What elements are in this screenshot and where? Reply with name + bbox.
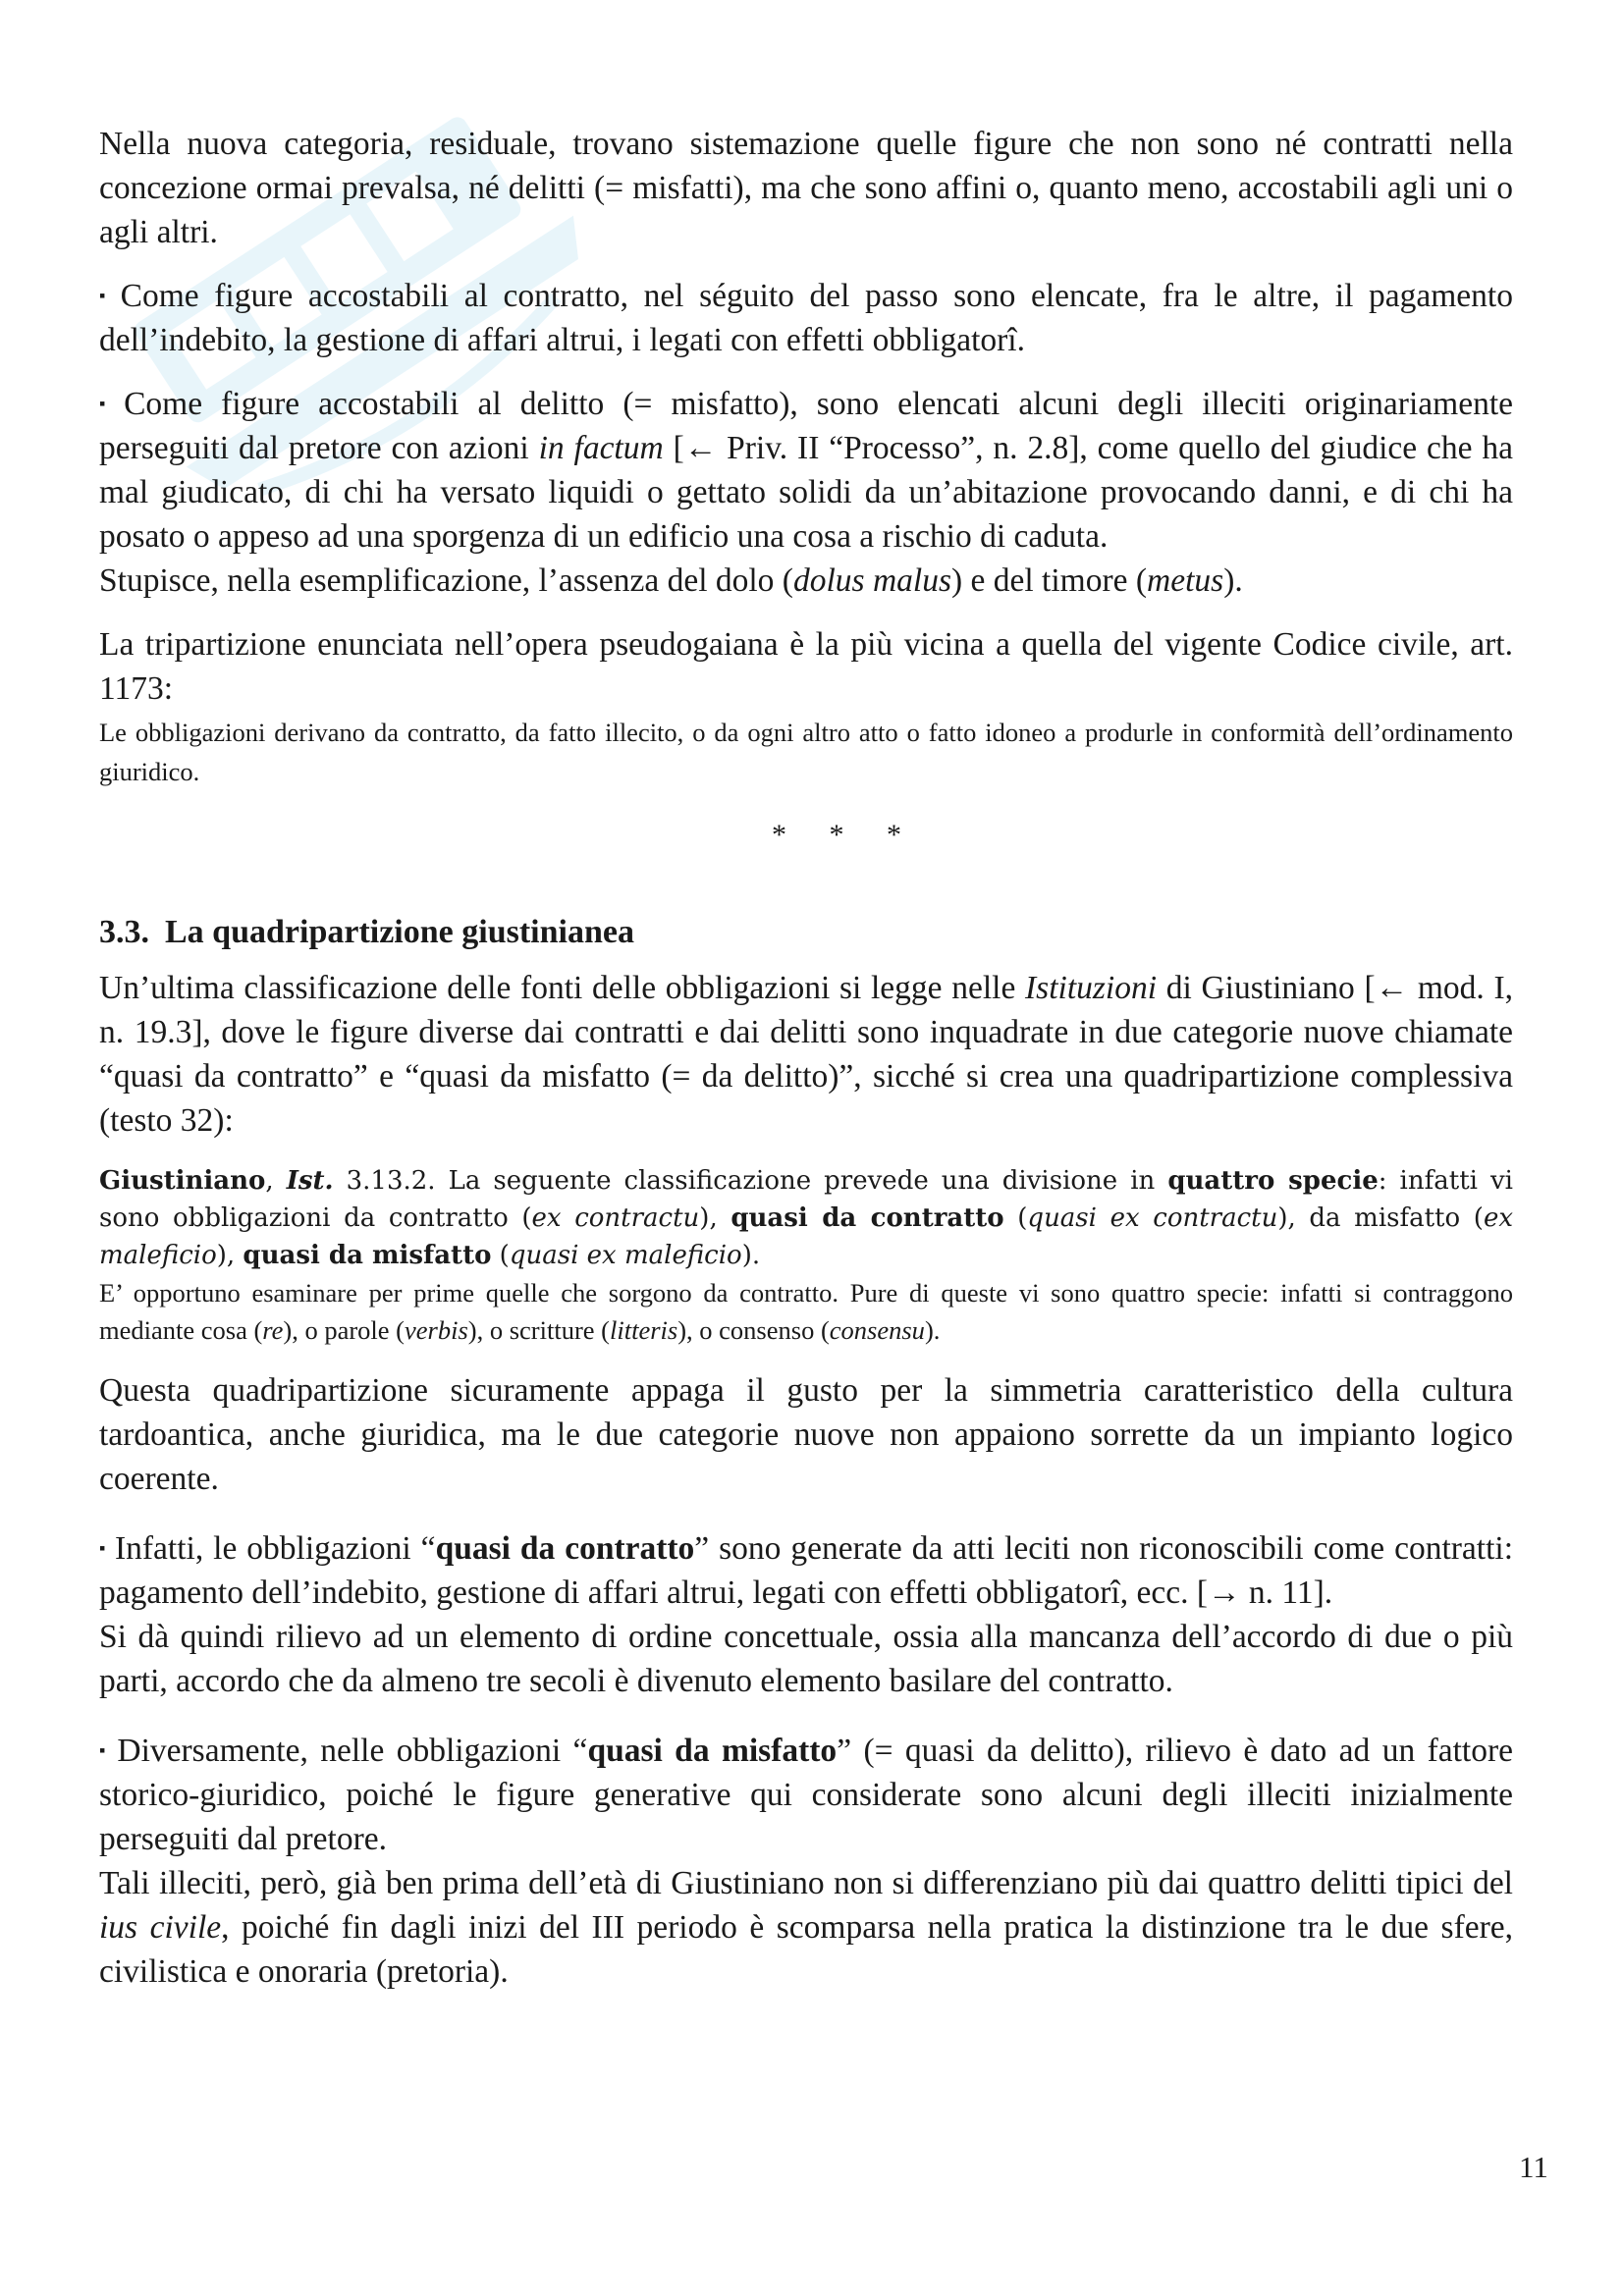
bullet-item-delict: ▪ Come figure accostabili al delitto (= misfatto), sono elencati alcuni degli illeciti originariamente perseguiti dal pretore con azioni in factum [← Priv. II “Processo”, n. 2.8], come quello del giudice che ha mal giudicato, di chi ha versato liquidi o gettato solidi da un’abitazione provocando danni, e di chi ha posato o appeso ad una sporgenza di un edificio una cosa a rischio di caduta.	[99, 386, 1514, 555]
bullet-icon: ▪	[99, 394, 117, 413]
bullet-icon: ▪	[99, 1538, 107, 1558]
paragraph: Tali illeciti, però, già ben prima dell’età di Giustiniano non si differenziano più dai quattro delitti tipici del ius civile, poiché fin dagli inizi del III periodo è scomparsa nella pratica la distinzione tra le due sfere, civilistica e onoraria (pretoria).	[99, 1865, 1513, 1990]
section-divider: * * *	[772, 819, 919, 851]
bullet-icon: ▪	[99, 286, 113, 305]
section-heading: 3.3. La quadripartizione giustinianea	[99, 914, 634, 950]
bullet-item-contract: ▪ Come figure accostabili al contratto, nel séguito del passo sono elencate, fra le altre, il pagamento dell’indebito, la gestione di affari altrui, i legati con effetti obbligatorî.	[99, 278, 1513, 358]
paragraph: Si dà quindi rilievo ad un elemento di ordine concettuale, ossia alla mancanza dell’accordo di due o più parti, accordo che da almeno tre secoli è divenuto elemento basilare del contratto.	[99, 1619, 1513, 1699]
paragraph: Stupisce, nella esemplificazione, l’assenza del dolo (dolus malus) e del timore (metus).	[99, 562, 1243, 599]
page-content	[99, 122, 1513, 1994]
quote-author: Giustiniano	[99, 1166, 266, 1196]
code-quote: Le obbligazioni derivano da contratto, da fatto illecito, o da ogni altro atto o fatto idoneo a produrle in conformità dell’ordinamento giuridico.	[99, 718, 1513, 786]
paragraph: La tripartizione enunciata nell’opera pseudogaiana è la più vicina a quella del vigente Codice civile, art. 1173:	[99, 626, 1513, 707]
bullet-icon: ▪	[99, 1740, 110, 1760]
quote-paragraph: E’ opportuno esaminare per prime quelle che sorgono da contratto. Pure di queste vi sono quattro specie: infatti si contraggono mediante cosa (re), o parole (verbis), o scritture (litteris), o consenso (consensu).	[99, 1278, 1513, 1345]
bullet-item-quasi-contract: ▪ Infatti, le obbligazioni “quasi da contratto” sono generate da atti leciti non riconoscibili come contratti: pagamento dell’indebito, gestione di affari altrui, legati con effetti obbligatorî, ecc. [→ n. 11].	[99, 1530, 1514, 1611]
bullet-item-quasi-delict: ▪ Diversamente, nelle obbligazioni “quasi da misfatto” (= quasi da delitto), rilievo è dato ad un fattore storico-giuridico, poiché le figure generative qui considerate sono alcuni degli illeciti inizialmente perseguiti dal pretore.	[99, 1733, 1513, 1857]
source-quote	[99, 1162, 1513, 1349]
page-number: 11	[1519, 2150, 1548, 2184]
quote-work: Ist.	[286, 1166, 334, 1196]
quote-paragraph: Giustiniano, Ist. 3.13.2. La seguente classificazione prevede una divisione in quattro specie: infatti vi sono obbligazioni da contratto (ex contractu), quasi da contratto (quasi ex contractu), da misfatto (ex maleficio), quasi da misfatto (quasi ex maleficio).	[99, 1166, 1513, 1270]
paragraph: Un’ultima classificazione delle fonti delle obbligazioni si legge nelle Istituzioni di Giustiniano [← mod. I, n. 19.3], dove le figure diverse dai contratti e dai delitti sono inquadrate in due categorie nuove chiamate “quasi da contratto” e “quasi da misfatto (= da delitto)”, sicché si crea una quadripartizione complessiva (testo 32):	[99, 970, 1513, 1139]
paragraph: Questa quadripartizione sicuramente appaga il gusto per la simmetria caratteristico della cultura tardoantica, anche giuridica, ma le due categorie nuove non appaiono sorrette da un impianto logico coerente.	[99, 1372, 1513, 1497]
paragraph: Nella nuova categoria, residuale, trovano sistemazione quelle figure che non sono né contratti nella concezione ormai prevalsa, né delitti (= misfatti), ma che sono affini o, quanto meno, accostabili agli uni o agli altri.	[99, 126, 1513, 250]
